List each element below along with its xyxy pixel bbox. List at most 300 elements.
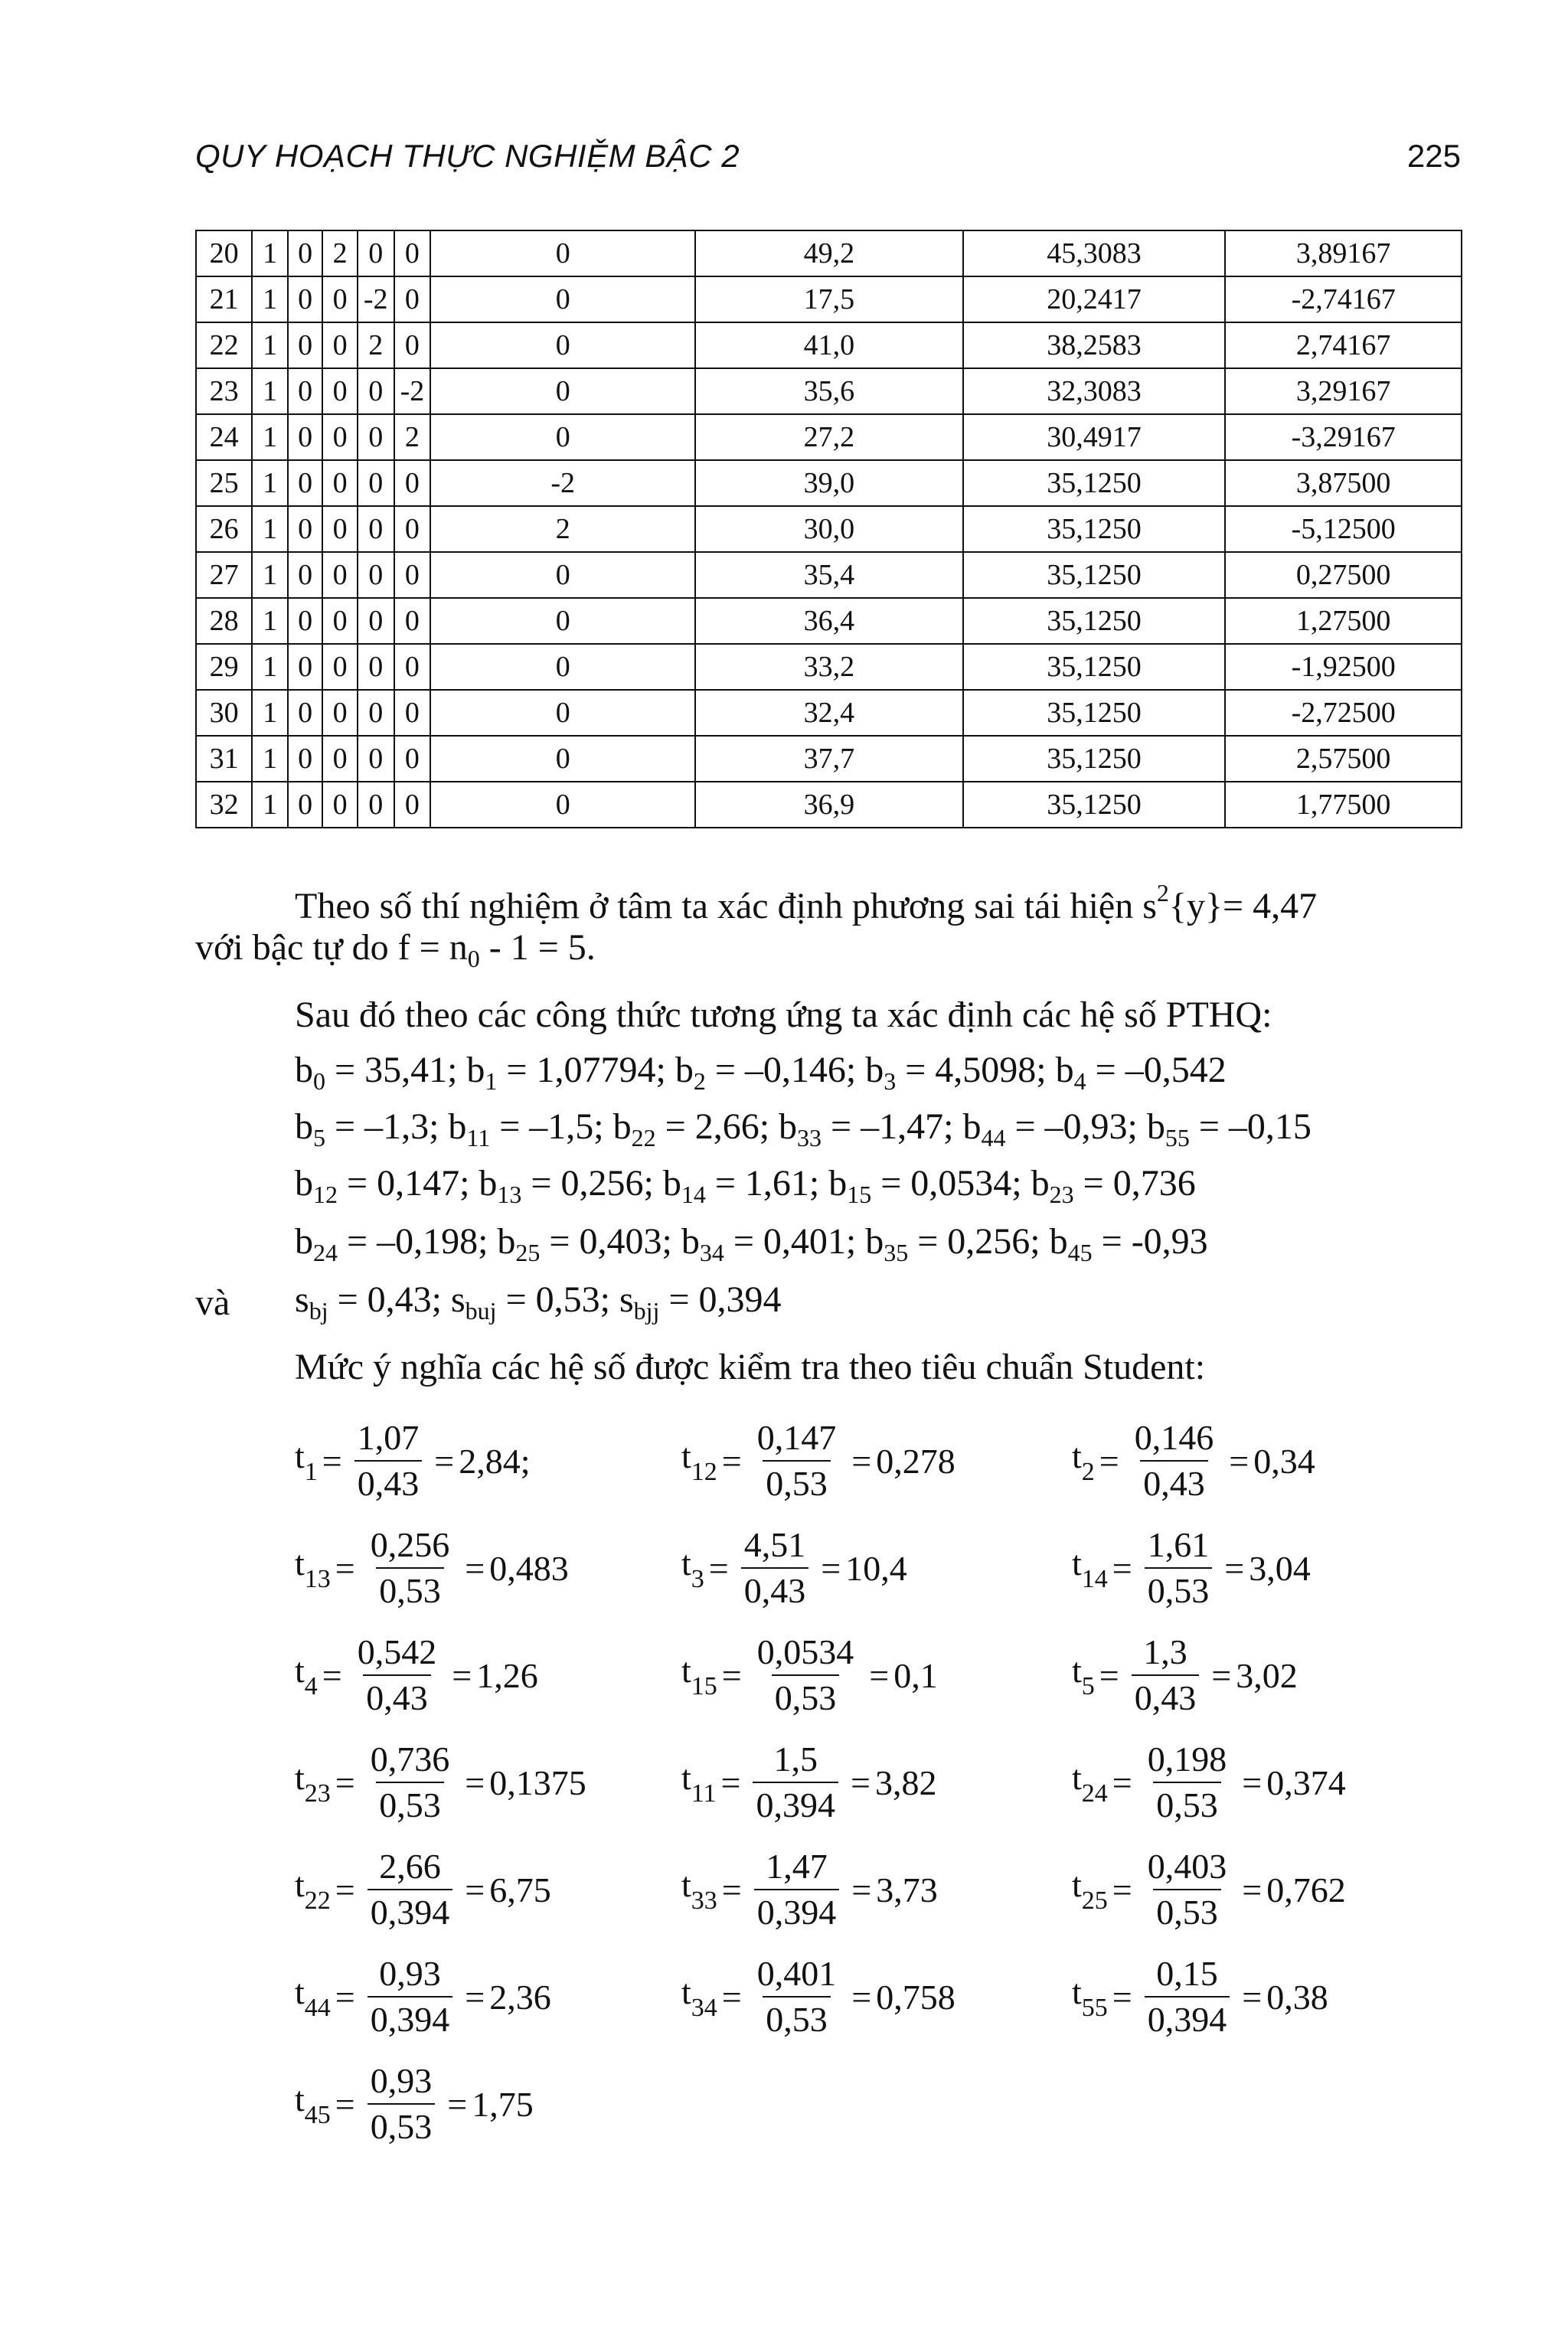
coefficient-index: bj — [309, 1297, 328, 1325]
equals-sign: = — [335, 1977, 355, 2017]
coefficient-symbol: b — [1055, 1050, 1074, 1090]
table-cell: -1,92500 — [1225, 644, 1462, 690]
t-statistic — [295, 1836, 551, 1943]
table-cell: 22 — [196, 322, 252, 368]
t-statistic — [295, 1943, 551, 2050]
table-cell: 1 — [252, 782, 287, 828]
t-label: $t_{45}$ — [295, 2079, 331, 2129]
t-statistic — [295, 1622, 538, 1729]
t-value: 0,1 — [893, 1655, 938, 1695]
coefficient-symbol: b — [1031, 1163, 1050, 1204]
t-statistic — [295, 2050, 534, 2158]
coefficient-value: = –1,3; — [325, 1106, 449, 1147]
equals-sign: = — [465, 1870, 485, 1909]
table-row — [196, 230, 1462, 276]
equals-sign: = — [335, 1870, 355, 1909]
table-cell: 28 — [196, 598, 252, 644]
table-cell: 0 — [358, 598, 394, 644]
t-value: 2,84; — [459, 1441, 531, 1481]
equals-sign: = — [851, 1870, 872, 1909]
table-cell: 0 — [358, 460, 394, 506]
equals-sign: = — [434, 1441, 455, 1481]
t-value: 0,758 — [876, 1977, 956, 2017]
table-row — [196, 322, 1462, 368]
t-value: 0,374 — [1266, 1762, 1346, 1802]
t-label: $t_{25}$ — [1072, 1864, 1108, 1915]
table-cell: 1 — [252, 506, 287, 552]
coefficient-index: 23 — [1049, 1181, 1074, 1208]
denominator: 0,394 — [368, 1996, 453, 2042]
t-value: 1,26 — [476, 1655, 538, 1695]
t-label: $t_{33}$ — [681, 1864, 717, 1915]
t-label: $t_{24}$ — [1072, 1757, 1108, 1808]
fraction — [1145, 1844, 1230, 1935]
table-cell: 3,29167 — [1225, 368, 1462, 414]
coefficient-symbol: b — [295, 1106, 313, 1147]
numerator: 1,5 — [773, 1740, 818, 1779]
denominator: 0,53 — [1145, 1567, 1213, 1613]
coefficient-index: 2 — [693, 1067, 706, 1095]
coefficient-index: 13 — [497, 1181, 522, 1208]
denominator: 0,53 — [763, 1996, 831, 2042]
table-cell: 3,89167 — [1225, 230, 1462, 276]
t-label: $t_4$ — [295, 1650, 318, 1700]
t-statistic — [1072, 1514, 1311, 1622]
coefficient-symbol: s — [619, 1279, 634, 1320]
t-value: 3,04 — [1249, 1548, 1311, 1588]
table-cell: 0 — [288, 782, 323, 828]
t-label: $t_2$ — [1072, 1436, 1095, 1486]
table-cell: 1 — [252, 552, 287, 598]
table-cell: 0 — [430, 690, 695, 736]
coefficient-symbol: b — [828, 1163, 848, 1204]
coefficient-symbol: b — [1146, 1106, 1165, 1147]
t-value: 0,34 — [1253, 1441, 1315, 1481]
t-label: $t_{23}$ — [295, 1757, 331, 1808]
table-cell: 0 — [322, 644, 358, 690]
equals-sign: = — [1229, 1441, 1250, 1481]
table-cell: 0 — [322, 690, 358, 736]
table-cell: 35,4 — [695, 552, 962, 598]
coefficient-value: = 0,147; — [338, 1163, 479, 1204]
table-cell: 0 — [358, 368, 394, 414]
t-statistic — [1072, 1407, 1315, 1514]
table-cell: 27,2 — [695, 414, 962, 460]
table-cell: 0 — [322, 736, 358, 782]
t-value: 0,1375 — [489, 1762, 586, 1802]
t-label: $t_{14}$ — [1072, 1543, 1108, 1593]
equals-sign: = — [721, 1870, 742, 1909]
table-cell: -5,12500 — [1225, 506, 1462, 552]
table-cell: 0 — [358, 644, 394, 690]
running-header-title: QUY HOẠCH THỰC NGHIỆM BẬC 2 — [195, 138, 740, 174]
table-cell: 33,2 — [695, 644, 962, 690]
fraction — [354, 1630, 440, 1720]
coefficient-line — [295, 1222, 1208, 1272]
equals-sign: = — [1242, 1870, 1263, 1909]
table-cell: 0 — [288, 460, 323, 506]
t-value: 0,762 — [1266, 1870, 1346, 1909]
table-cell: 0 — [288, 414, 323, 460]
table-cell: 0 — [394, 644, 431, 690]
coefficient-index: 33 — [797, 1124, 822, 1152]
coefficient-index: 25 — [515, 1239, 541, 1266]
coefficient-index: 3 — [884, 1067, 897, 1095]
coefficient-symbol: s — [450, 1279, 466, 1320]
coefficient-index: 11 — [466, 1124, 491, 1152]
t-statistic — [295, 1729, 586, 1836]
table-cell: 0 — [394, 506, 431, 552]
coefficient-index: 15 — [847, 1181, 872, 1208]
fraction — [1145, 1952, 1230, 2042]
table-row — [196, 368, 1462, 414]
table-cell: 0 — [358, 506, 394, 552]
coefficient-value: = 0,256; — [521, 1163, 663, 1204]
table-cell: 0 — [358, 230, 394, 276]
numerator: 0,542 — [357, 1632, 437, 1671]
numerator: 0,93 — [370, 2061, 433, 2100]
t-value: 3,02 — [1236, 1655, 1298, 1695]
table-row — [196, 460, 1462, 506]
table-cell: 26 — [196, 506, 252, 552]
table-cell: 0 — [288, 598, 323, 644]
coefficient-line — [295, 1164, 1196, 1214]
t-value: 2,36 — [489, 1977, 551, 2017]
t-value: 0,278 — [876, 1441, 956, 1481]
table-cell: 2,74167 — [1225, 322, 1462, 368]
numerator: 0,146 — [1134, 1418, 1214, 1457]
table-cell: 2 — [358, 322, 394, 368]
table-cell: 25 — [196, 460, 252, 506]
table-cell: 35,1250 — [963, 690, 1226, 736]
t-statistic — [681, 1622, 938, 1729]
table-cell: 0 — [430, 276, 695, 322]
table-cell: 1,27500 — [1225, 598, 1462, 644]
table-cell: 23 — [196, 368, 252, 414]
t-statistic — [295, 1407, 530, 1514]
table-cell: 0 — [394, 690, 431, 736]
coefficient-index: 14 — [681, 1181, 706, 1208]
table-cell: 24 — [196, 414, 252, 460]
numerator: 0,736 — [370, 1740, 450, 1779]
t-label: $t_5$ — [1072, 1650, 1095, 1700]
t-label: $t_3$ — [681, 1543, 704, 1593]
equals-sign: = — [1099, 1655, 1119, 1695]
table-cell: 0 — [430, 414, 695, 460]
table-cell: 0 — [430, 230, 695, 276]
table-cell: 35,1250 — [963, 782, 1226, 828]
coefficient-value: = –0,146; — [705, 1050, 866, 1090]
table-row — [196, 506, 1462, 552]
coefficient-symbol: b — [295, 1221, 313, 1262]
coefficient-symbol: b — [295, 1050, 313, 1090]
table-cell: 20,2417 — [963, 276, 1226, 322]
table-cell: 0 — [322, 598, 358, 644]
table-cell: 1 — [252, 230, 287, 276]
fraction — [741, 1523, 809, 1613]
table-cell: -2,72500 — [1225, 690, 1462, 736]
equals-sign: = — [322, 1655, 342, 1695]
t-statistic — [1072, 1729, 1346, 1836]
table-cell: 35,1250 — [963, 552, 1226, 598]
fraction — [1145, 1523, 1213, 1613]
coefficient-value: = 0,43; — [328, 1279, 451, 1320]
table-cell: -3,29167 — [1225, 414, 1462, 460]
equals-sign: = — [1112, 1762, 1132, 1802]
coefficient-line — [295, 1050, 1227, 1101]
equals-sign: = — [1211, 1655, 1232, 1695]
numerator: 0,15 — [1156, 1954, 1218, 1993]
table-cell: 17,5 — [695, 276, 962, 322]
numerator: 0,147 — [756, 1418, 837, 1457]
coefficient-symbol: b — [662, 1163, 681, 1204]
table-cell: 0 — [288, 230, 323, 276]
fraction — [1145, 1737, 1230, 1828]
equals-sign: = — [721, 1655, 742, 1695]
table-cell: 0 — [394, 598, 431, 644]
coefficient-value: = 35,41; — [325, 1050, 467, 1090]
coefficient-index: 1 — [485, 1067, 498, 1095]
coefficient-value: = 0,53; — [496, 1279, 619, 1320]
table-row — [196, 736, 1462, 782]
table-cell: 39,0 — [695, 460, 962, 506]
table-row — [196, 414, 1462, 460]
coefficient-value: = 2,66; — [655, 1106, 779, 1147]
table-cell: 35,1250 — [963, 506, 1226, 552]
denominator: 0,394 — [754, 1889, 840, 1935]
fraction — [368, 1737, 453, 1828]
table-cell: 0 — [322, 322, 358, 368]
table-cell: 29 — [196, 644, 252, 690]
table-cell: 0 — [430, 736, 695, 782]
table-cell: 30 — [196, 690, 252, 736]
coefficient-symbol: b — [1049, 1221, 1068, 1262]
table-cell: 1 — [252, 598, 287, 644]
table-cell: 0 — [394, 276, 431, 322]
denominator: 0,43 — [1140, 1460, 1208, 1506]
fraction — [368, 1952, 453, 2042]
t-label: $t_{44}$ — [295, 1971, 331, 2022]
fraction — [368, 1523, 453, 1613]
coefficient-symbol: b — [497, 1221, 516, 1262]
coefficient-value: = –0,15 — [1189, 1106, 1312, 1147]
coefficient-line — [295, 1107, 1312, 1158]
t-value: 10,4 — [845, 1548, 907, 1588]
table-cell: -2 — [358, 276, 394, 322]
table-cell: 0 — [288, 690, 323, 736]
table-cell: 0 — [358, 552, 394, 598]
numerator: 1,47 — [766, 1847, 828, 1886]
table-cell: 0 — [358, 414, 394, 460]
coefficient-symbol: s — [295, 1279, 309, 1320]
equals-sign: = — [1224, 1548, 1245, 1588]
table-cell: 0 — [394, 782, 431, 828]
table-cell: 0 — [358, 782, 394, 828]
coefficient-index: buj — [465, 1297, 497, 1325]
table-cell: 2 — [322, 230, 358, 276]
table-cell: 30,0 — [695, 506, 962, 552]
coefficient-symbol: b — [865, 1221, 884, 1262]
table-cell: 32,3083 — [963, 368, 1226, 414]
coefficient-value: = –0,93; — [1005, 1106, 1147, 1147]
coefficient-symbol: b — [479, 1163, 498, 1204]
table-cell: 32 — [196, 782, 252, 828]
paragraph-variance: Theo số thí nghiệm ở tâm ta xác định phương sai tái hiện $s^2\{y\}= 4,47$ — [295, 879, 1318, 926]
table-cell: 1 — [252, 276, 287, 322]
equals-sign: = — [447, 2084, 468, 2124]
numerator: 0,93 — [379, 1954, 441, 1993]
table-row — [196, 598, 1462, 644]
t-label: $t_{12}$ — [681, 1436, 717, 1486]
table-cell: 0 — [288, 276, 323, 322]
denominator: 0,43 — [354, 1460, 423, 1506]
table-cell: 35,1250 — [963, 736, 1226, 782]
denominator: 0,53 — [376, 1567, 444, 1613]
table-cell: 35,1250 — [963, 598, 1226, 644]
table-cell: 38,2583 — [963, 322, 1226, 368]
t-value: 6,75 — [489, 1870, 551, 1909]
equals-sign: = — [1112, 1548, 1132, 1588]
table-cell: 0 — [394, 322, 431, 368]
table-cell: 0,27500 — [1225, 552, 1462, 598]
table-cell: 1 — [252, 322, 287, 368]
coefficient-value: = 4,5098; — [896, 1050, 1056, 1090]
t-label: $t_1$ — [295, 1436, 318, 1486]
equals-sign: = — [708, 1548, 729, 1588]
denominator: 0,43 — [741, 1567, 809, 1613]
t-label: $t_{13}$ — [295, 1543, 331, 1593]
coefficient-symbol: b — [675, 1050, 694, 1090]
denominator: 0,394 — [368, 1889, 453, 1935]
denominator: 0,53 — [1153, 1782, 1221, 1828]
fraction — [754, 1952, 840, 2042]
table-row — [196, 276, 1462, 322]
t-value: 1,75 — [472, 2084, 534, 2124]
coefficient-index: 12 — [313, 1181, 338, 1208]
coefficient-symbol: b — [295, 1163, 313, 1204]
t-statistic — [681, 1729, 936, 1836]
table-cell: 45,3083 — [963, 230, 1226, 276]
equals-sign: = — [721, 1441, 742, 1481]
t-statistic — [1072, 1836, 1346, 1943]
table-cell: 0 — [430, 782, 695, 828]
table-cell: 1 — [252, 414, 287, 460]
denominator: 0,53 — [368, 2103, 436, 2149]
coefficient-index: 5 — [313, 1124, 325, 1152]
equals-sign: = — [322, 1441, 342, 1481]
table-cell: 20 — [196, 230, 252, 276]
fraction — [754, 1630, 858, 1720]
table-cell: 36,4 — [695, 598, 962, 644]
coefficient-symbol: b — [448, 1106, 467, 1147]
coefficient-value: = 0,403; — [540, 1221, 681, 1262]
table-cell: 0 — [288, 368, 323, 414]
table-cell: 31 — [196, 736, 252, 782]
t-label: $t_{55}$ — [1072, 1971, 1108, 2022]
t-value: 3,82 — [874, 1762, 937, 1802]
equals-sign: = — [465, 1548, 485, 1588]
table-cell: 1,77500 — [1225, 782, 1462, 828]
numerator: 0,403 — [1147, 1847, 1227, 1886]
table-cell: 0 — [430, 644, 695, 690]
t-value: 0,38 — [1266, 1977, 1328, 2017]
numerator: 1,07 — [357, 1418, 420, 1457]
equals-sign: = — [721, 1977, 742, 2017]
table-cell: -2 — [394, 368, 431, 414]
coefficient-symbol: b — [466, 1050, 485, 1090]
table-cell: 0 — [322, 460, 358, 506]
table-cell: 37,7 — [695, 736, 962, 782]
equals-sign: = — [869, 1655, 890, 1695]
coefficient-value: = –1,47; — [822, 1106, 963, 1147]
fraction — [754, 1416, 840, 1506]
coefficient-symbol: b — [779, 1106, 798, 1147]
numerator: 0,256 — [370, 1525, 450, 1564]
fraction — [754, 1844, 840, 1935]
table-cell: 0 — [322, 506, 358, 552]
table-cell: 0 — [322, 368, 358, 414]
coefficient-index: bjj — [633, 1297, 660, 1325]
denominator: 0,394 — [1145, 1996, 1230, 2042]
coefficient-value: = 1,07794; — [497, 1050, 675, 1090]
t-statistic — [681, 1407, 956, 1514]
table-cell: 49,2 — [695, 230, 962, 276]
table-cell: 3,87500 — [1225, 460, 1462, 506]
t-label: $t_{11}$ — [681, 1757, 717, 1808]
table-cell: 0 — [288, 552, 323, 598]
equals-sign: = — [335, 1548, 355, 1588]
t-statistic — [295, 1514, 569, 1622]
table-cell: 35,1250 — [963, 644, 1226, 690]
coefficient-value: = –0,198; — [338, 1221, 498, 1262]
t-statistic — [681, 1943, 956, 2050]
coefficient-index: 44 — [981, 1124, 1006, 1152]
coefficient-index: 34 — [699, 1239, 724, 1266]
numerator: 2,66 — [379, 1847, 441, 1886]
table-cell: 0 — [358, 690, 394, 736]
coefficient-index: 24 — [313, 1239, 338, 1266]
paragraph-variance-cont: với bậc tự do $f = n_0 - 1 = 5$. — [195, 927, 596, 972]
table-cell: 0 — [288, 736, 323, 782]
equals-sign: = — [851, 1441, 872, 1481]
coefficient-symbol: b — [612, 1106, 632, 1147]
coefficient-value: = –0,542 — [1086, 1050, 1227, 1090]
fraction — [354, 1416, 423, 1506]
coefficient-line — [295, 1280, 782, 1331]
table-cell: 2 — [430, 506, 695, 552]
denominator: 0,43 — [363, 1674, 431, 1720]
table-cell: 0 — [394, 736, 431, 782]
table-row — [196, 782, 1462, 828]
table-cell: 0 — [288, 506, 323, 552]
fraction — [1132, 1630, 1200, 1720]
table-cell: 0 — [430, 598, 695, 644]
equals-sign: = — [335, 1762, 355, 1802]
coefficient-index: 0 — [313, 1067, 325, 1095]
denominator: 0,394 — [753, 1782, 838, 1828]
fraction — [1132, 1416, 1217, 1506]
coefficient-symbol: b — [681, 1221, 700, 1262]
table-cell: 1 — [252, 644, 287, 690]
equals-sign: = — [335, 2084, 355, 2124]
equals-sign: = — [851, 1977, 872, 2017]
table-cell: 0 — [394, 460, 431, 506]
table-cell: 41,0 — [695, 322, 962, 368]
table-cell: 0 — [358, 736, 394, 782]
coefficient-index: 55 — [1165, 1124, 1190, 1152]
table-cell: 35,6 — [695, 368, 962, 414]
table-cell: 2,57500 — [1225, 736, 1462, 782]
